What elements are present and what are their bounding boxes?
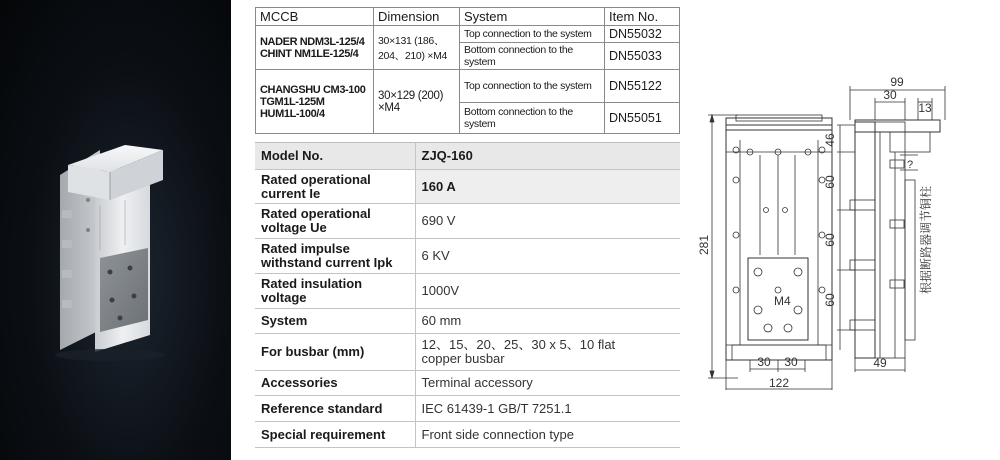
spec-label: System [255,309,415,334]
table-row [256,26,680,43]
spec-value: Terminal accessory [415,371,680,396]
mccb-model: HUM1L-100/4 [260,107,325,120]
dim-side-top-13: 13 [918,101,932,115]
item-no-cell: DN55032 [605,26,680,43]
mccb-group2 [256,70,374,134]
dim-side-bottom-49: 49 [873,356,887,370]
spec-label [255,170,415,204]
spec-label [255,204,415,239]
dimension-line: ×M4 [378,101,400,114]
table-row [255,170,680,204]
table-row [256,70,680,103]
item-no-cell: DN55033 [605,43,680,70]
dimension-line: 30×129 (200) [378,89,444,102]
spec-label [255,274,415,309]
spec-value: 690 V [415,204,680,239]
system-cell: Bottom connection to the system [460,43,605,70]
spec-label-line: voltage Ue [261,220,327,235]
table-row [255,396,680,422]
mccb-model: CHANGSHU CM3-100 [260,83,366,96]
spec-label-line: Rated insulation [261,276,363,291]
spec-label: For busbar (mm) [255,334,415,371]
spec-value: 1000V [415,274,680,309]
system-cell: Top connection to the system [460,70,605,103]
dim-side-top-30: 30 [883,88,897,102]
spec-label-line: current Ie [261,185,321,201]
dim-bottom-left-30: 30 [757,355,771,369]
item-no-cell: DN55051 [605,103,680,134]
dim-side-60c: 60 [823,293,837,307]
dim-side-60a: 60 [823,175,837,189]
spec-label: Reference standard [255,396,415,422]
spec-label-line: voltage [261,290,307,305]
spec-value: 160 A [415,170,680,204]
dimension-group2 [374,70,460,134]
header-item-no: Item No. [605,8,680,26]
dim-bottom-width: 122 [768,376,790,390]
header-dimension: Dimension [374,8,460,26]
spec-value-line: 12、15、20、25、30 x 5、10 flat [421,337,616,352]
spec-value-line: copper busbar [421,351,505,366]
spec-value: IEC 61439-1 GB/T 7251.1 [415,396,680,422]
spec-value: Front side connection type [415,422,680,448]
table-row [255,371,680,396]
spec-label-line: Rated impulse [261,241,350,256]
spec-label: Accessories [255,371,415,396]
dimension-line: 204、210) ×M4 [378,49,448,62]
spec-label: Special requirement [255,422,415,448]
header-system: System [460,8,605,26]
technical-drawing [690,60,1000,390]
mccb-model: TGM1L-125M [260,95,325,108]
dim-side-60b: 60 [823,233,837,247]
dim-overall-height: 281 [697,234,711,256]
item-no-cell: DN55122 [605,70,680,103]
front-view [708,115,832,390]
spec-value [415,334,680,371]
system-cell: Bottom connection to the system [460,103,605,134]
chinese-note: 根据断路器调节铜柱 [919,185,933,295]
product-image [0,0,231,460]
table-row [255,422,680,448]
dim-bottom-right-30: 30 [784,355,798,369]
screw-label: M4 [774,294,791,308]
mccb-group1 [256,26,374,70]
mccb-table [255,7,680,134]
table-row [255,334,680,371]
table-row [255,309,680,334]
product-photo [0,0,231,460]
spec-label [255,239,415,274]
table-row [255,204,680,239]
dim-side-width: 99 [890,75,904,89]
dimension-group1 [374,26,460,70]
table-row [255,274,680,309]
table-row [255,143,680,170]
spec-value: 60 mm [415,309,680,334]
spec-value: 6 KV [415,239,680,274]
spec-label-line: withstand current Ipk [261,255,393,270]
mccb-table-header [256,8,680,26]
spec-label-line: Rated operational [261,171,371,187]
mccb-model: NADER NDM3L-125/4 [260,35,365,48]
dimension-line: 30×131 (186、 [378,34,445,47]
spec-label: Model No. [255,143,415,170]
spec-table [255,142,680,448]
spec-label-line: Rated operational [261,206,371,221]
header-mccb: MCCB [256,8,374,26]
table-row [255,239,680,274]
dim-question: ? [906,159,914,171]
dim-side-46: 46 [823,133,837,147]
spec-value: ZJQ-160 [415,143,680,170]
system-cell: Top connection to the system [460,26,605,43]
mccb-model: CHINT NM1LE-125/4 [260,47,359,60]
